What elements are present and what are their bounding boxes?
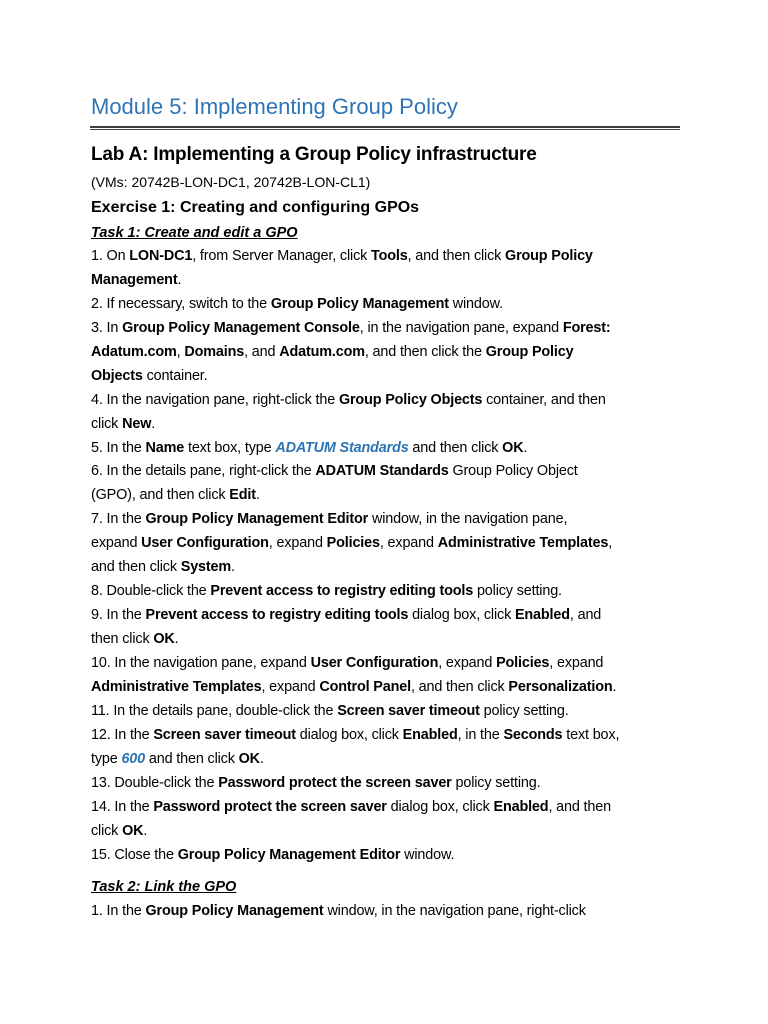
step-line: and then click System. <box>91 559 235 576</box>
bold-term: OK <box>502 439 524 456</box>
bold-term: Group Policy Management Editor <box>177 846 401 863</box>
bold-term: Prevent access to registry editing tools <box>145 607 409 624</box>
bold-term: Adatum.com <box>91 343 177 360</box>
title-divider <box>90 126 680 130</box>
bold-term: OK <box>153 631 175 648</box>
bold-term: Policies <box>326 535 380 552</box>
bold-term: ADATUM Standards <box>315 463 449 480</box>
bold-term: Prevent access to registry editing tools <box>210 583 474 600</box>
bold-term: Control Panel <box>319 678 411 695</box>
bold-term: Password protect the screen saver <box>218 774 452 791</box>
lab-title: Lab A: Implementing a Group Policy infrastructure <box>91 144 537 165</box>
bold-term: LON-DC1 <box>129 248 193 264</box>
step-line: expand User Configuration, expand Policies, expand Administrative Templates, <box>91 535 613 552</box>
bold-term: Policies <box>496 654 550 671</box>
step-line: Administrative Templates, expand Control Panel, and then click Personalization. <box>91 678 617 695</box>
step-line: 12. In the Screen saver timeout dialog box, click Enabled, in the Seconds text box, <box>91 726 620 743</box>
step-line: then click OK. <box>91 631 179 648</box>
step-line: 3. In Group Policy Management Console, in the navigation pane, expand Forest: <box>91 319 611 336</box>
bold-term: Group Policy Management Editor <box>145 511 369 528</box>
step-line: Objects container. <box>91 367 208 384</box>
task1-heading: Task 1: Create and edit a GPO <box>91 225 298 241</box>
step-line: 14. In the Password protect the screen saver dialog box, click Enabled, and then <box>91 798 611 815</box>
step-line: 9. In the Prevent access to registry editing tools dialog box, click Enabled, and <box>91 607 602 624</box>
step-line: 7. In the Group Policy Management Editor window, in the navigation pane, <box>91 511 568 528</box>
bold-term: User Configuration <box>141 535 269 552</box>
step-line: 15. Close the Group Policy Management Editor window. <box>91 846 455 863</box>
step-line: type 600 and then click OK. <box>91 750 264 767</box>
task2-heading: Task 2: Link the GPO <box>91 879 237 895</box>
step-line: 11. In the details pane, double-click the Screen saver timeout policy setting. <box>91 702 569 719</box>
bold-term: Forest: <box>562 319 611 336</box>
bold-term: OK <box>122 822 144 839</box>
bold-term: Seconds <box>503 726 563 743</box>
step-line: 5. In the Name text box, type ADATUM Standards and then click OK. <box>91 439 528 456</box>
step-line: 2. If necessary, switch to the Group Policy Management window. <box>91 295 503 312</box>
step-line: 4. In the navigation pane, right-click the Group Policy Objects container, and then <box>91 391 606 408</box>
bold-term: Group Policy Management Console <box>122 319 360 336</box>
bold-term: Management <box>91 271 178 288</box>
step-line: click New. <box>91 415 156 432</box>
bold-term: Edit <box>229 487 256 504</box>
module-title: Module 5: Implementing Group Policy <box>91 94 458 119</box>
bold-term: Domains <box>184 343 245 360</box>
bold-term: Enabled <box>493 798 549 815</box>
bold-term: Screen saver timeout <box>337 702 480 719</box>
bold-term: Enabled <box>514 607 570 624</box>
bold-term: Group Policy Management <box>145 903 324 919</box>
bold-term: Enabled <box>402 726 458 743</box>
step-line: 6. In the details pane, right-click the ADATUM Standards Group Policy Object <box>91 463 578 480</box>
step-line: (GPO), and then click Edit. <box>91 487 260 504</box>
bold-term: Name <box>145 439 185 456</box>
bold-term: Administrative Templates <box>437 535 609 552</box>
bold-term: Password protect the screen saver <box>153 798 387 815</box>
step-line: 10. In the navigation pane, expand User Configuration, expand Policies, expand <box>91 654 604 671</box>
typed-value: 600 <box>121 750 146 767</box>
bold-term: System <box>180 559 232 576</box>
typed-value: ADATUM Standards <box>275 439 409 456</box>
step-line: 1. In the Group Policy Management window, in the navigation pane, right-click <box>91 903 586 919</box>
bold-term: Adatum.com <box>279 343 365 360</box>
bold-term: OK <box>238 750 260 767</box>
bold-term: User Configuration <box>310 654 439 671</box>
bold-term: Administrative Templates <box>91 678 262 695</box>
step-line: 8. Double-click the Prevent access to registry editing tools policy setting. <box>91 583 562 600</box>
bold-term: Tools <box>371 248 408 264</box>
bold-term: Personalization <box>508 678 613 695</box>
step-line: Management. <box>91 271 182 288</box>
bold-term: Objects <box>91 367 143 384</box>
exercise-title: Exercise 1: Creating and configuring GPOs <box>91 199 420 216</box>
bold-term: Group Policy <box>505 248 593 264</box>
bold-term: Screen saver timeout <box>153 726 296 743</box>
step-line: 13. Double-click the Password protect the screen saver policy setting. <box>91 774 541 791</box>
bold-term: Group Policy Management <box>270 295 449 312</box>
step-line: click OK. <box>91 822 148 839</box>
vms-line: (VMs: 20742B-LON-DC1, 20742B-LON-CL1) <box>91 174 371 190</box>
bold-term: Group Policy <box>485 343 574 360</box>
step-line: 1. On LON-DC1, from Server Manager, click Tools, and then click Group Policy <box>91 248 593 264</box>
bold-term: Group Policy Objects <box>338 391 483 408</box>
step-line: Adatum.com, Domains, and Adatum.com, and then click the Group Policy <box>91 343 574 360</box>
bold-term: New <box>122 415 152 432</box>
